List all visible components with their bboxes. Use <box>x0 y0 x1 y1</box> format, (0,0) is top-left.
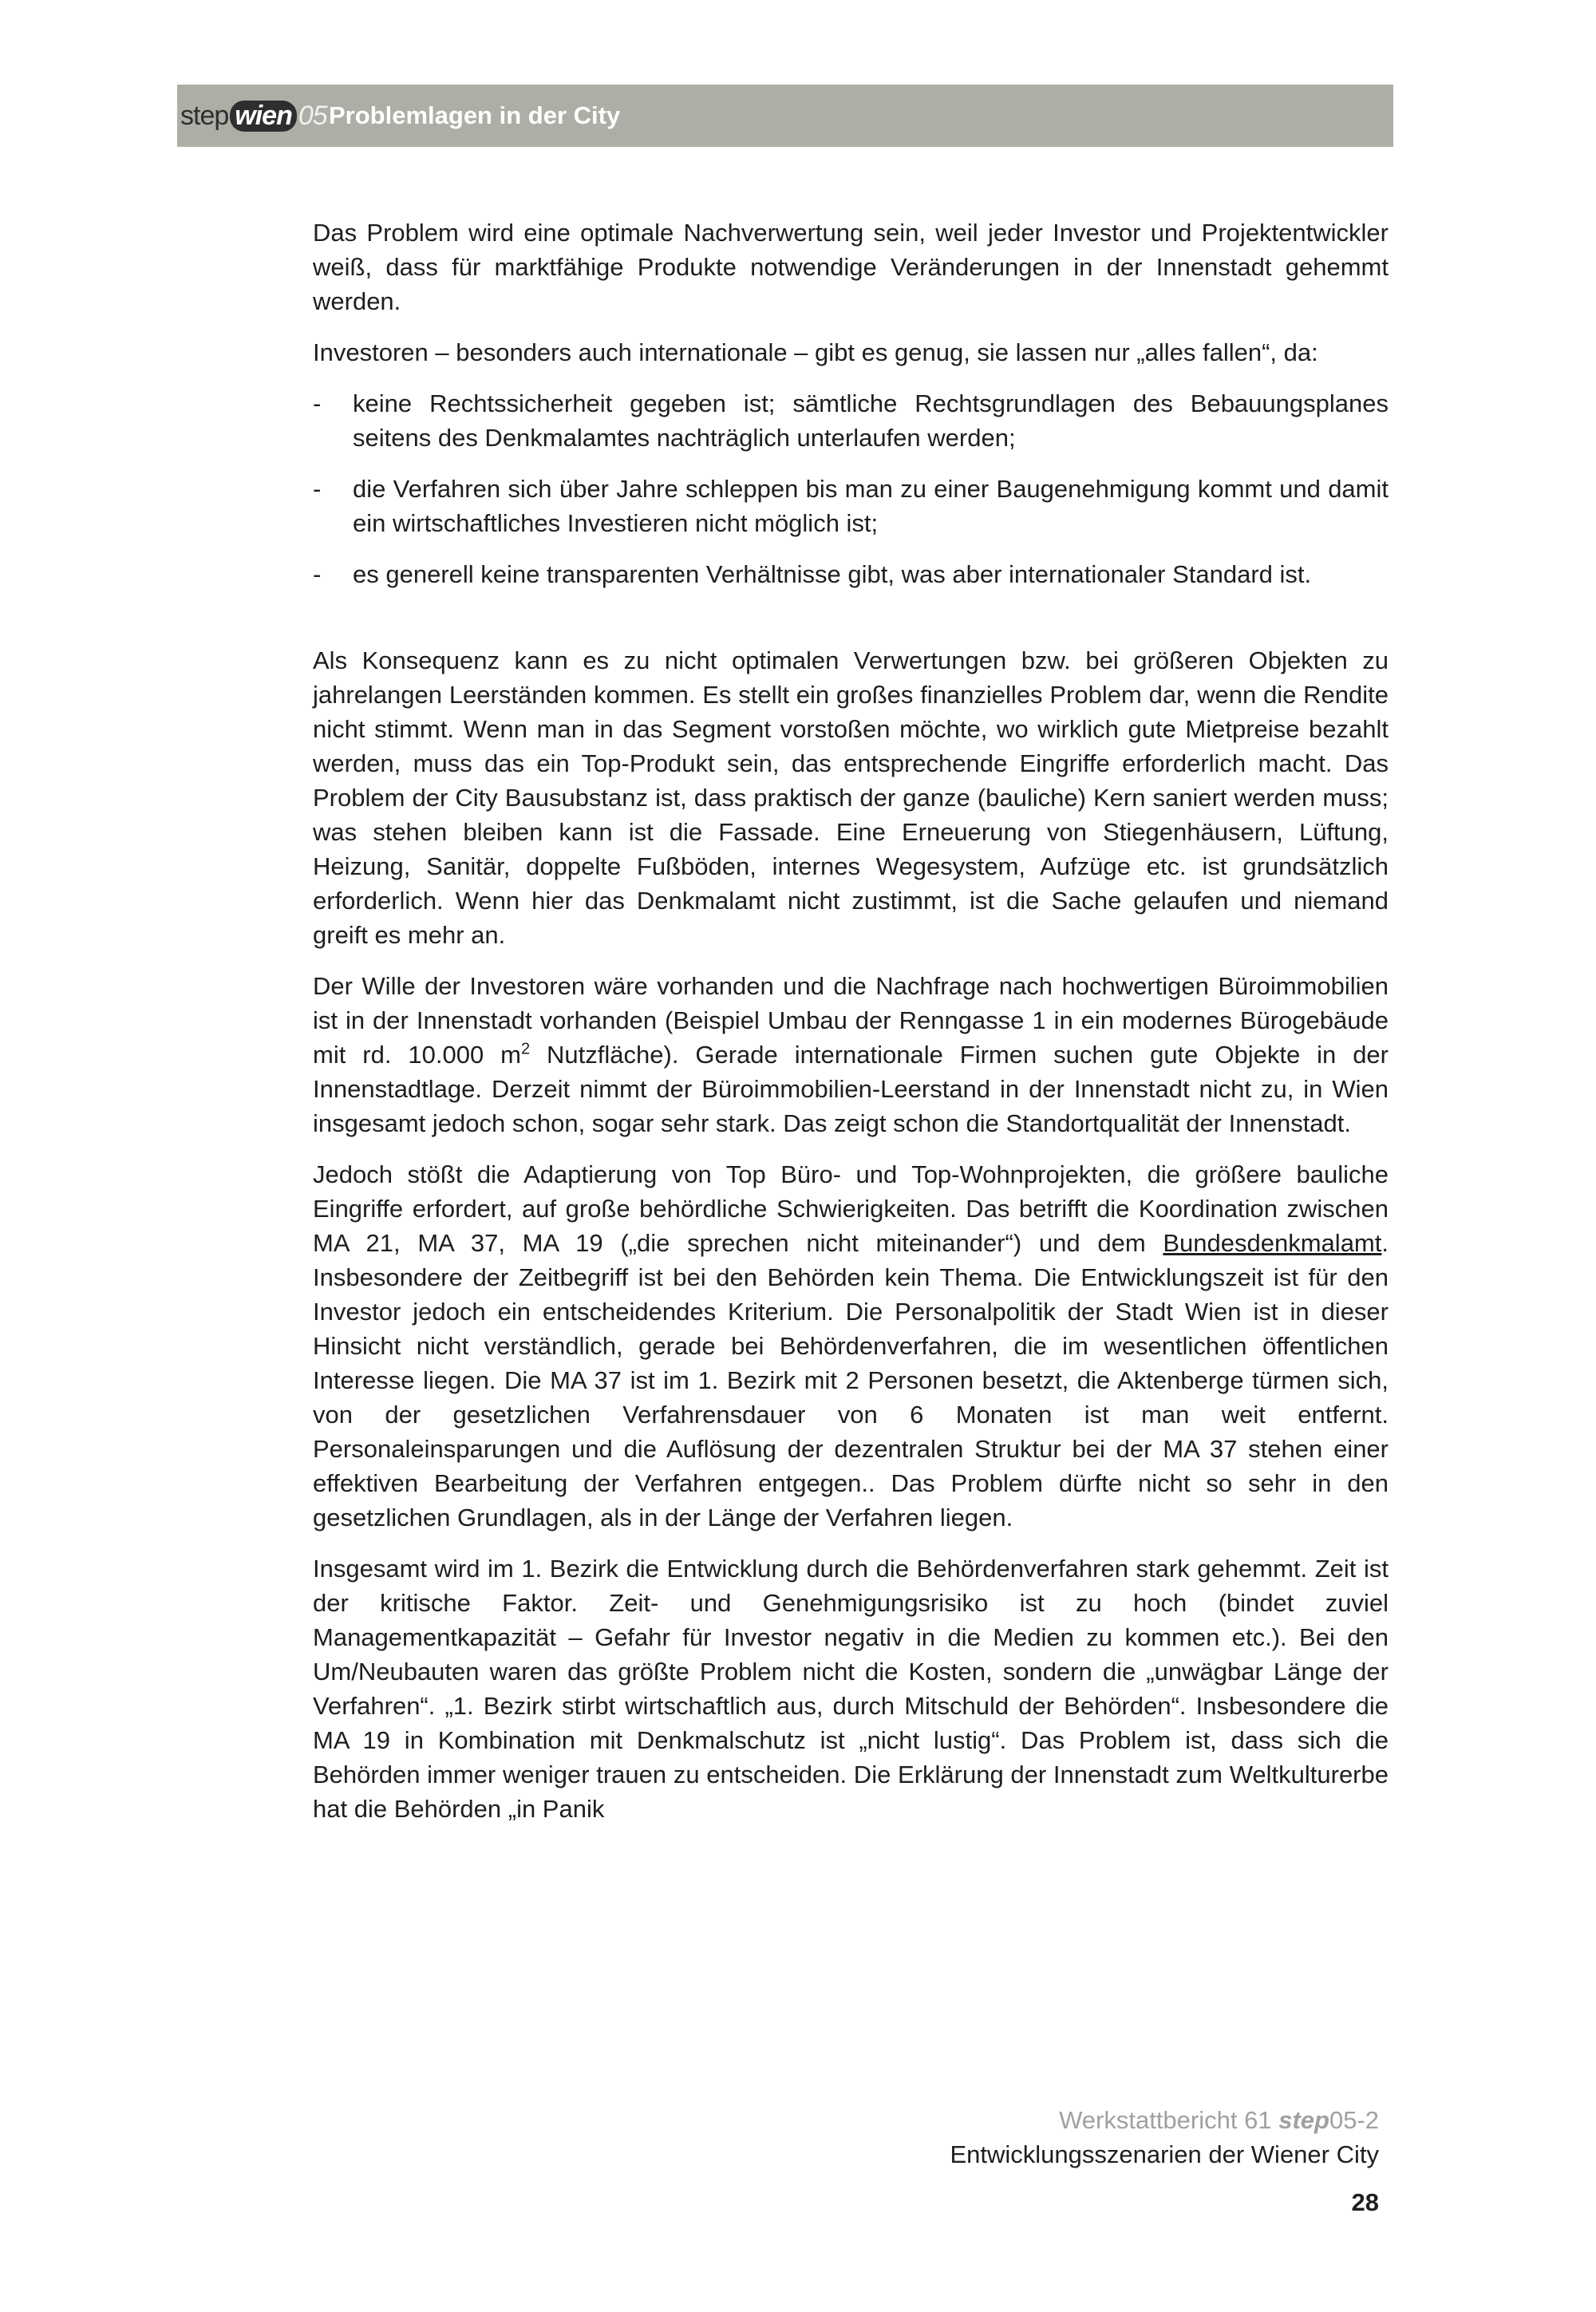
bullet-dash: - <box>313 560 322 588</box>
body-text <box>313 215 1389 1843</box>
paragraph-4 <box>313 969 1389 1140</box>
paragraph-5-text-b: . Insbesondere der Zeitbegriff ist bei den Behörden kein Thema. Die Entwicklungszeit ist für den Investor jedoch ein entscheidendes Kriterium. Die Personalpolitik der Stadt Wien ist in dieser Hinsicht nicht verständlich, gerade bei Behördenverfahren, die im wesentlichen öffentlichen Interesse liegen. Die MA 37 ist im 1. Bezirk mit 2 Personen besetzt, die Aktenberge türmen sich, von der gesetzlichen Verfahrensdauer von 6 Monaten ist man weit entfernt. Personaleinsparungen und die Auflösung der dezentralen Struktur bei der MA 37 stehen einer effektiven Bearbeitung der Verfahren entgegen.. Das Problem dürfte nicht so sehr in den gesetzlichen Grundlagen, als in der Länge der Verfahren liegen. <box>313 1229 1389 1531</box>
section-title: Problemlagen in der City <box>329 101 621 129</box>
step-wien-logo <box>180 85 327 147</box>
paragraph-4-text-a: Der Wille der Investoren wäre vorhanden und die Nachfrage nach hochwertigen Büroimmobilien ist in der Innenstadt vorhanden (Beispiel Umbau der Renngasse 1 in ein modernes Bürogebäude mit rd. 10.000 m <box>313 972 1389 1069</box>
footer-report-suffix: 05-2 <box>1329 2106 1379 2134</box>
paragraph-1: Das Problem wird eine optimale Nachverwertung sein, weil jeder Investor und Projektentwickler weiß, dass für marktfähige Produkte notwendige Veränderungen in der Innenstadt gehemmt werden. <box>313 219 1389 315</box>
bullet-dash: - <box>313 389 322 417</box>
page-number: 28 <box>1351 2188 1379 2216</box>
footer-report-line <box>950 2103 1379 2137</box>
bullet-dash: - <box>313 475 322 503</box>
bundesdenkmalamt-underlined: Bundesdenkmalamt <box>1163 1229 1382 1257</box>
paragraph-5 <box>313 1157 1389 1535</box>
page-header-bar <box>177 85 1393 147</box>
reason-list <box>313 386 1389 591</box>
footer-report-brand: step <box>1278 2106 1329 2134</box>
paragraph-3: Als Konsequenz kann es zu nicht optimalen Verwertungen bzw. bei größeren Objekten zu jahrelangen Leerständen kommen. Es stellt ein großes finanzielles Problem dar, wenn die Rendite nicht stimmt. Wenn man in das Segment vorstoßen möchte, wo wirklich gute Mietpreise bezahlt werden, muss das ein Top-Produkt sein, das entsprechende Eingriffe erforderlich macht. Das Problem der City Bausubstanz ist, dass praktisch der ganze (bauliche) Kern saniert werden muss; was stehen bleiben kann ist die Fassade. Eine Erneuerung von Stiegenhäusern, Lüftung, Heizung, Sanitär, doppelte Fußböden, internes Wegesystem, Aufzüge etc. ist grundsätzlich erforderlich. Wenn hier das Denkmalamt nicht zustimmt, ist die Sache gelaufen und niemand greift es mehr an. <box>313 646 1389 949</box>
logo-step: step <box>180 100 229 131</box>
paragraph-6: Insgesamt wird im 1. Bezirk die Entwicklung durch die Behördenverfahren stark gehemmt. Zeit ist der kritische Faktor. Zeit- und Genehmigungsrisiko ist zu hoch (bindet zuviel Managementkapazität – Gefahr für Investor negativ in die Medien zu kommen etc.). Bei den Um/Neubauten waren das größte Problem nicht die Kosten, sondern die „unwägbar Länge der Verfahren“. „1. Bezirk stirbt wirtschaftlich aus, durch Mitschuld der Behörden“. Insbesondere die MA 19 in Kombination mit Denkmalschutz ist „nicht lustig“. Das Problem ist, dass sich die Behörden immer weniger trauen zu entscheiden. Die Erklärung der Innenstadt zum Weltkulturerbe hat die Behörden „in Panik <box>313 1555 1389 1823</box>
paragraph-2: Investoren – besonders auch internationale – gibt es genug, sie lassen nur „alles fallen“, da: <box>313 338 1318 366</box>
logo-wien: wien <box>230 101 297 132</box>
list-item-text: die Verfahren sich über Jahre schleppen bis man zu einer Baugenehmigung kommt und damit ein wirtschaftliches Investieren nicht möglich ist; <box>353 475 1389 537</box>
list-item <box>313 557 1389 591</box>
list-item-text: es generell keine transparenten Verhältnisse gibt, was aber internationaler Standard ist. <box>353 560 1312 588</box>
paragraph-4-text-b: Nutzfläche). Gerade internationale Firmen suchen gute Objekte in der Innenstadtlage. Derzeit nimmt der Büroimmobilien-Leerstand in der Innenstadt nicht zu, in Wien insgesamt jedoch schon, sogar sehr stark. Das zeigt schon die Standortqualität der Innenstadt. <box>313 1041 1389 1137</box>
superscript-2: 2 <box>520 1040 531 1058</box>
list-item-text: keine Rechtssicherheit gegeben ist; sämtliche Rechtsgrundlagen des Bebauungsplanes seitens des Denkmalamtes nachträglich unterlaufen werden; <box>353 389 1389 452</box>
footer-subtitle: Entwicklungsszenarien der Wiener City <box>950 2140 1379 2168</box>
logo-number: 05 <box>298 100 327 131</box>
page-footer <box>950 2103 1379 2172</box>
footer-report-prefix: Werkstattbericht 61 <box>1059 2106 1279 2134</box>
list-item <box>313 472 1389 540</box>
paragraph-5-text-a: Jedoch stößt die Adaptierung von Top Büro- und Top-Wohnprojekten, die größere bauliche Eingriffe erfordert, auf große behördliche Schwierigkeiten. Das betrifft die Koordination zwischen MA 21, MA 37, MA 19 („die sprechen nicht miteinander“) und dem <box>313 1160 1389 1257</box>
list-item <box>313 386 1389 455</box>
